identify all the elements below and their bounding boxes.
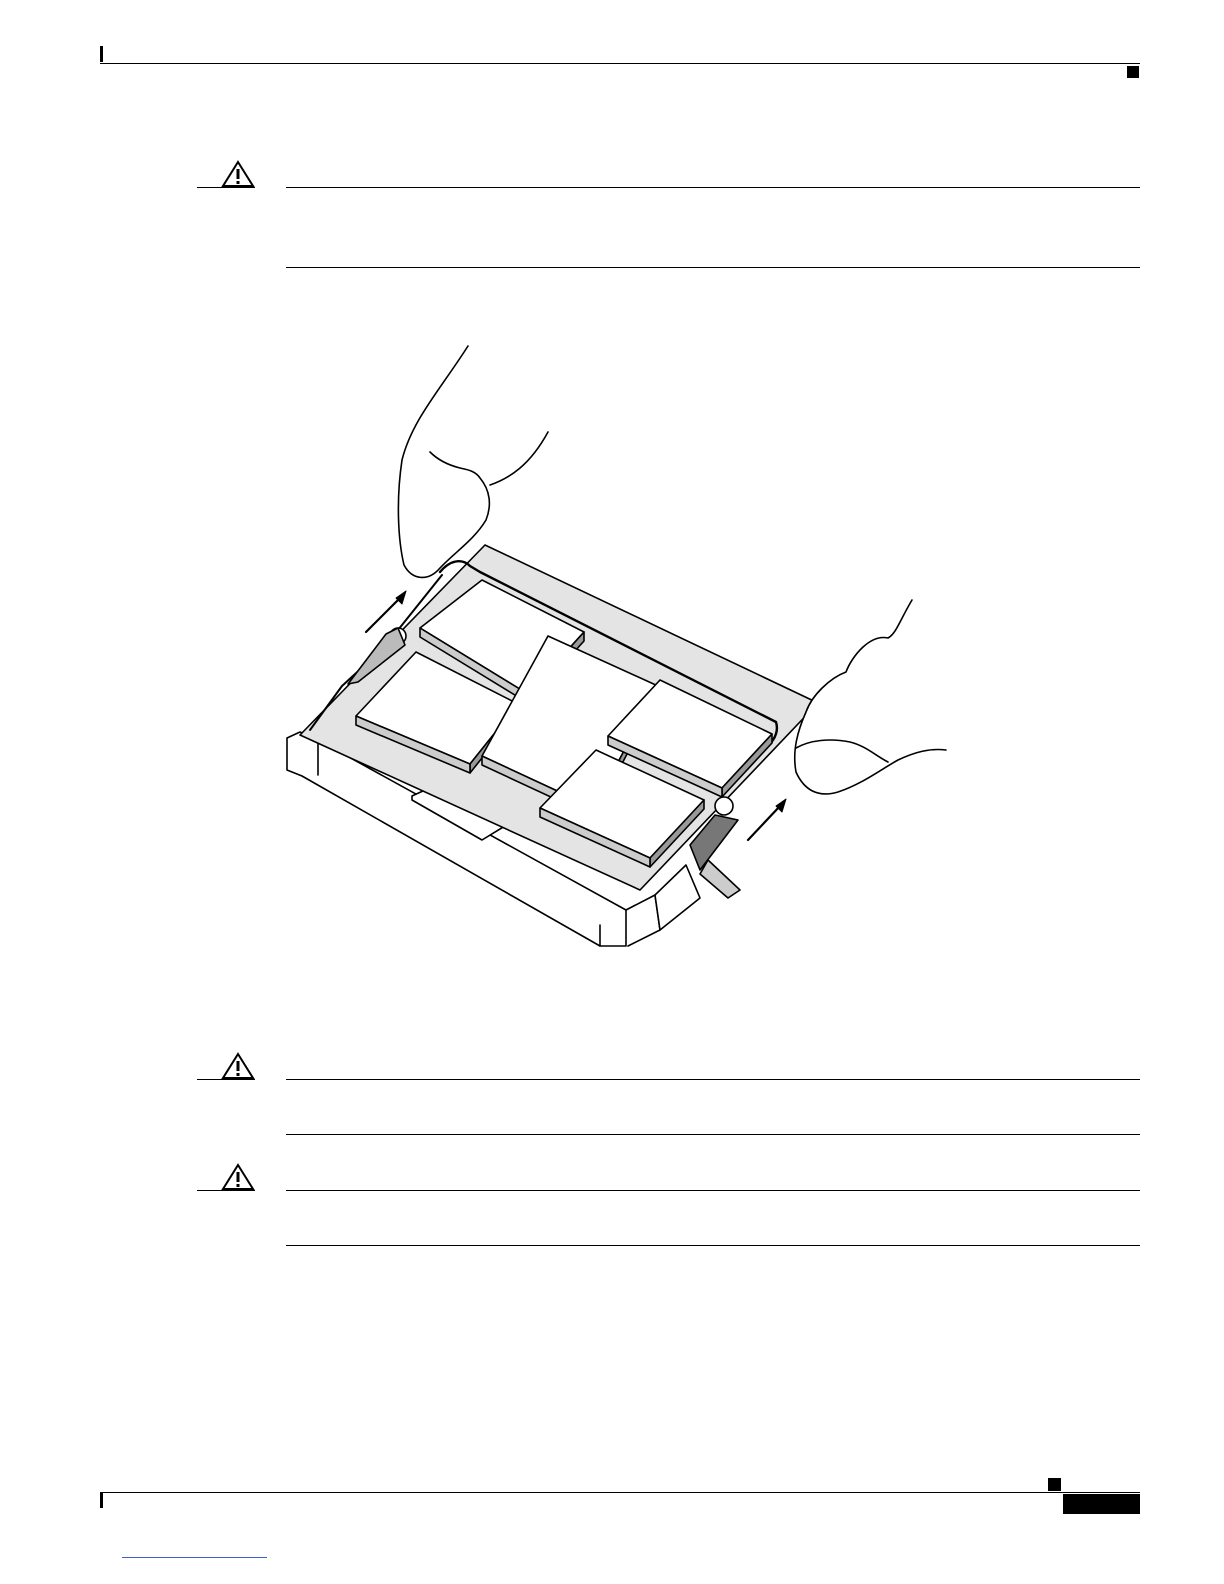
caution-top-rule	[286, 1190, 1140, 1191]
caution-bottom-rule	[286, 1134, 1140, 1135]
header-left-mark	[100, 46, 103, 62]
caution-bottom-rule	[286, 267, 1140, 268]
page-number-tab	[1063, 1494, 1140, 1514]
footer-square-marker	[1048, 1478, 1061, 1491]
caution-icon-underline	[197, 1079, 255, 1080]
caution-text	[286, 1090, 1140, 1130]
caution-icon-underline	[197, 187, 255, 188]
caution-top-rule	[286, 1079, 1140, 1080]
caution-text	[286, 200, 1140, 260]
caution-icon	[220, 1052, 256, 1080]
left-thumb	[398, 346, 489, 577]
arrow-right	[748, 806, 780, 840]
caution-text	[286, 1200, 1140, 1240]
arrow-left	[366, 598, 400, 632]
caution-icon-underline	[197, 1190, 255, 1191]
footer-link-underline[interactable]	[122, 1557, 267, 1558]
caution-top-rule	[286, 187, 1140, 188]
memory-module-figure	[270, 330, 970, 970]
header-rule	[100, 63, 1140, 64]
footer-left-mark	[100, 1492, 103, 1508]
right-finger	[795, 600, 946, 794]
caution-bottom-rule	[286, 1245, 1140, 1246]
header-square-marker	[1127, 66, 1139, 78]
caution-icon	[220, 160, 256, 188]
footer-rule	[100, 1492, 1140, 1493]
caution-icon	[220, 1163, 256, 1191]
